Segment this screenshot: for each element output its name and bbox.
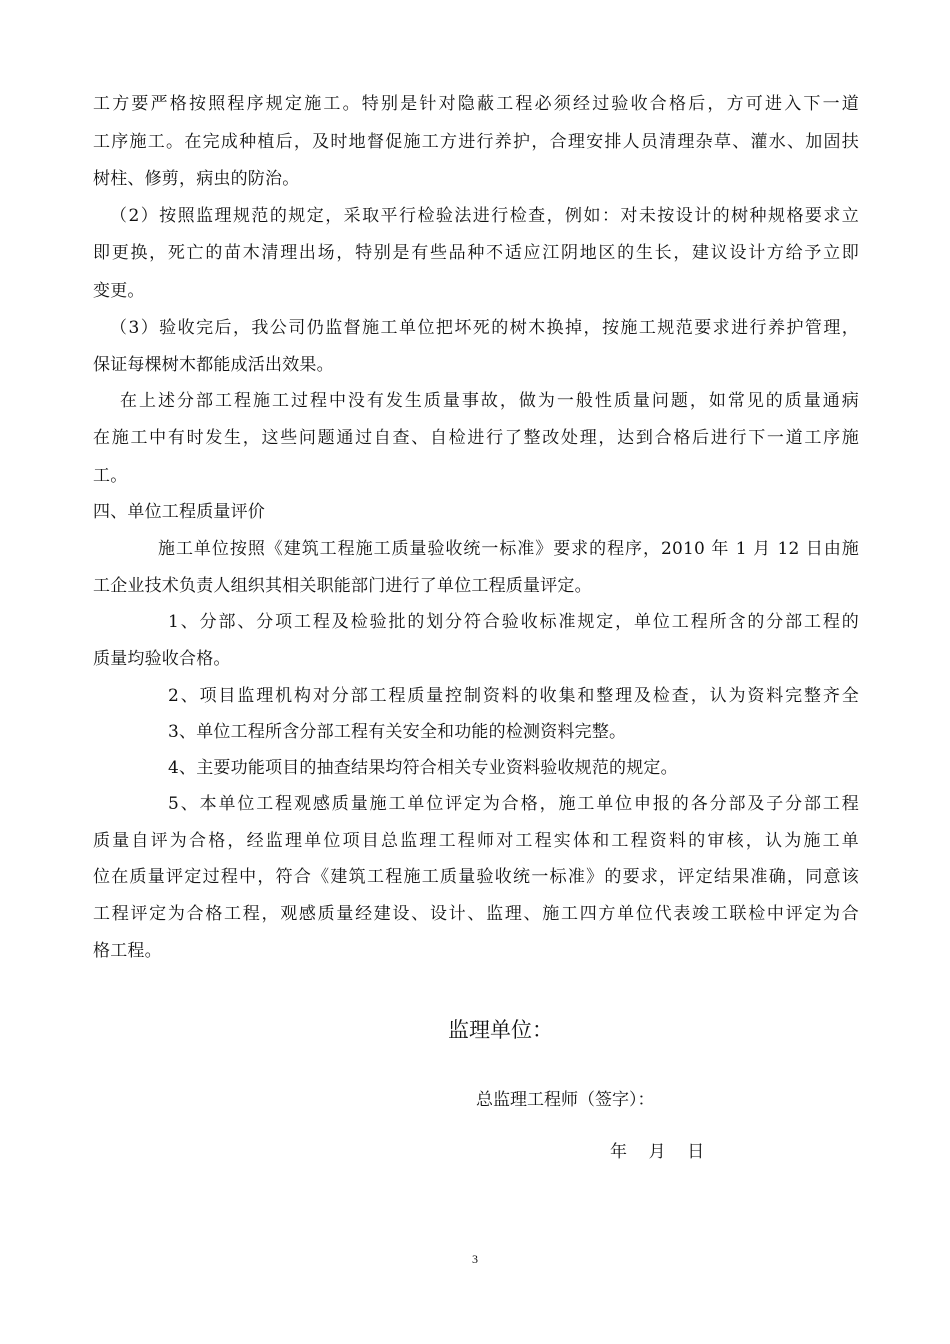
list-item: 5、本单位工程观感质量施工单位评定为合格，施工单位申报的各分部及子分部工程 [168,794,859,814]
chief-engineer-signature-label: 总监理工程师（签字）： [476,1090,655,1110]
paragraph-line: 位在质量评定过程中，符合《建筑工程施工质量验收统一标准》的要求，评定结果准确，同意该 [93,867,859,887]
paragraph-line: （3）验收完后，我公司仍监督施工单位把坏死的树木换掉，按施工规范要求进行养护管理， [110,318,859,338]
list-item: 2、项目监理机构对分部工程质量控制资料的收集和整理及检查，认为资料完整齐全 [168,686,859,706]
paragraph-line: 在施工中有时发生，这些问题通过自查、自检进行了整改处理，达到合格后进行下一道工序施 [93,428,859,448]
paragraph-line: 质量自评为合格，经监理单位项目总监理工程师对工程实体和工程资料的审核，认为施工单 [93,831,859,851]
paragraph-line: 工程评定为合格工程，观感质量经建设、设计、监理、施工四方单位代表竣工联检中评定为合 [93,904,859,924]
paragraph-line: 即更换，死亡的苗木清理出场，特别是有些品种不适应江阴地区的生长，建议设计方给予立即 [93,243,859,263]
list-item: 4、主要功能项目的抽查结果均符合相关专业资料验收规范的规定。 [168,758,678,778]
section-heading: 四、单位工程质量评价 [93,502,265,522]
supervision-unit-label: 监理单位： [448,1018,553,1042]
paragraph-line: （2）按照监理规范的规定，采取平行检验法进行检查，例如：对未按设计的树种规格要求立 [110,206,859,226]
list-item: 1、分部、分项工程及检验批的划分符合验收标准规定，单位工程所含的分部工程的 [168,612,859,632]
paragraph-line: 工企业技术负责人组织其相关职能部门进行了单位工程质量评定。 [93,576,592,596]
paragraph-line: 在上述分部工程施工过程中没有发生质量事故，做为一般性质量问题，如常见的质量通病 [120,391,859,411]
paragraph-line: 施工单位按照《建筑工程施工质量验收统一标准》要求的程序，2010 年 1 月 12 日由施 [158,539,859,559]
paragraph-line: 工方要严格按照程序规定施工。特别是针对隐蔽工程必须经过验收合格后，方可进入下一道 [93,94,859,114]
paragraph-line: 格工程。 [93,941,162,961]
paragraph-line: 树柱、修剪，病虫的防治。 [93,169,300,189]
page-number: 3 [472,1252,478,1266]
list-item: 3、单位工程所含分部工程有关安全和功能的检测资料完整。 [168,722,627,742]
date-field: 年 月 日 [610,1142,705,1162]
paragraph-line: 工序施工。在完成种植后，及时地督促施工方进行养护，合理安排人员清理杂草、灌水、加固扶 [93,132,859,152]
paragraph-line: 保证每棵树木都能成活出效果。 [93,355,334,375]
paragraph-line: 变更。 [93,281,145,301]
paragraph-line: 工。 [93,466,128,486]
paragraph-line: 质量均验收合格。 [93,649,231,669]
